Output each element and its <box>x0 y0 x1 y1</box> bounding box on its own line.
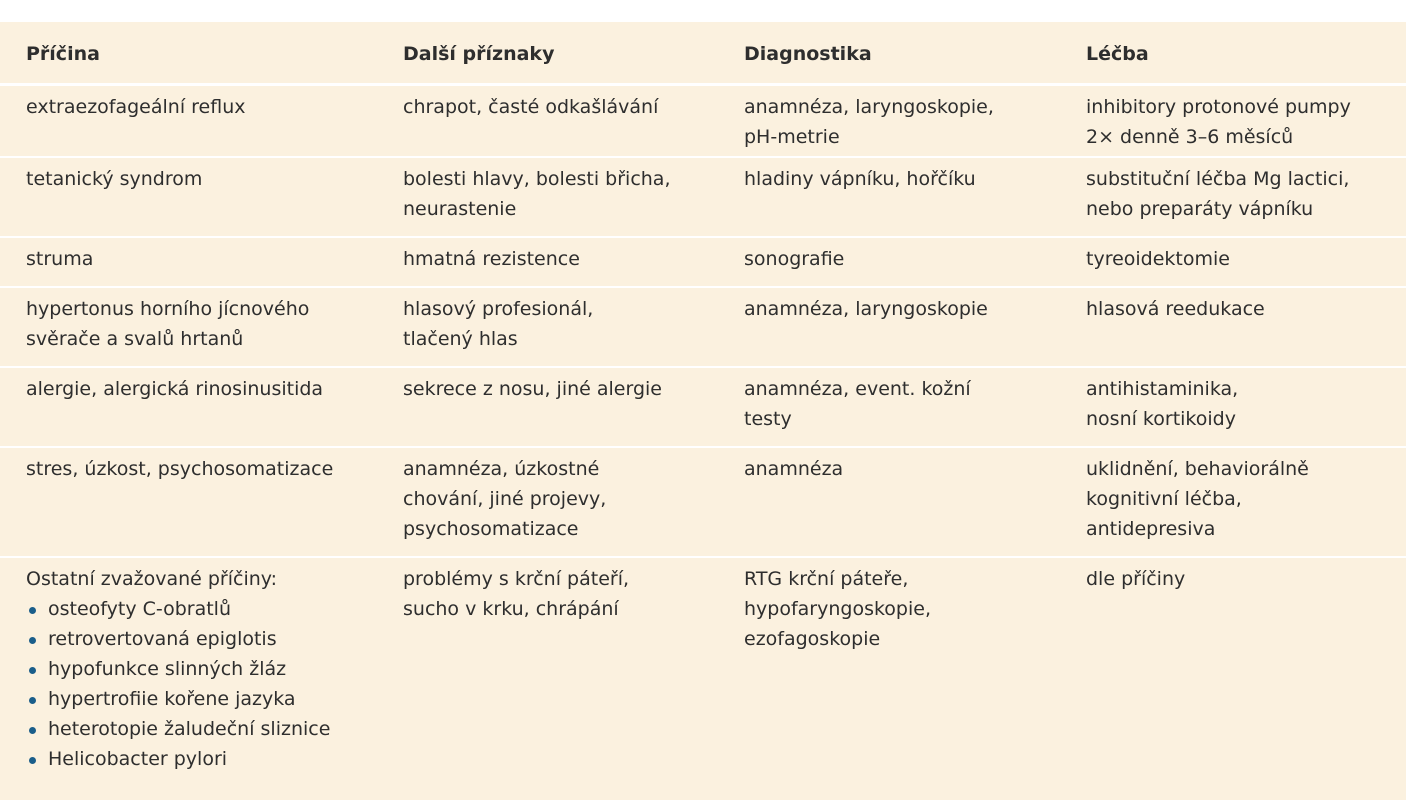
symptoms-cell <box>403 448 733 544</box>
diagnostics-cell <box>744 158 1074 194</box>
treatment-line: inhibitory protonové pumpy <box>1086 96 1351 118</box>
treatment-cell <box>1086 158 1401 224</box>
cause-cell <box>26 288 386 354</box>
caption-strip <box>0 0 1406 22</box>
diagnostics-line: hypofaryngoskopie, <box>744 598 932 620</box>
diagnostics-line: anamnéza, laryngoskopie <box>744 298 988 320</box>
diagnostics-line: RTG krční páteře, <box>744 568 909 590</box>
table-row <box>0 238 1406 288</box>
cause-cell <box>26 158 386 194</box>
treatment-line: hlasová reedukace <box>1086 298 1265 320</box>
symptoms-line: bolesti hlavy, bolesti břicha, <box>403 168 671 190</box>
treatment-cell <box>1086 288 1401 324</box>
diagnostics-cell <box>744 448 1074 484</box>
header-treatment: Léčba <box>1086 43 1149 65</box>
header-symptoms: Další příznaky <box>403 43 555 65</box>
cause-line: extraezofageální reflux <box>26 96 246 118</box>
header-cause: Příčina <box>26 43 100 65</box>
list-item: Helicobacter pylori <box>26 744 386 774</box>
symptoms-cell <box>403 238 733 274</box>
symptoms-line: anamnéza, úzkostné <box>403 458 600 480</box>
symptoms-cell <box>403 558 733 624</box>
symptoms-line: hlasový profesionál, <box>403 298 594 320</box>
treatment-line: nosní kortikoidy <box>1086 408 1236 430</box>
symptoms-line: chování, jiné projevy, <box>403 488 607 510</box>
treatment-line: kognitivní léčba, <box>1086 488 1242 510</box>
cause-cell <box>26 368 386 404</box>
symptoms-line: problémy s krční páteří, <box>403 568 630 590</box>
treatment-line: antihistaminika, <box>1086 378 1239 400</box>
table-row <box>0 158 1406 238</box>
cause-cell <box>26 558 386 774</box>
list-item: heterotopie žaludeční sliznice <box>26 714 386 744</box>
treatment-cell <box>1086 558 1401 594</box>
symptoms-cell <box>403 288 733 354</box>
diagnostics-line: testy <box>744 408 792 430</box>
table-header-row <box>0 22 1406 86</box>
table-row-other-causes <box>0 558 1406 800</box>
symptoms-line: sekrece z nosu, jiné alergie <box>403 378 662 400</box>
diagnostics-line: anamnéza, laryngoskopie, <box>744 96 994 118</box>
diagnostics-line: anamnéza <box>744 458 844 480</box>
diagnostics-cell <box>744 238 1074 274</box>
symptoms-line: hmatná rezistence <box>403 248 580 270</box>
table-row <box>0 448 1406 558</box>
diagnostics-cell <box>744 558 1074 654</box>
cause-line: tetanický syndrom <box>26 168 203 190</box>
treatment-cell <box>1086 86 1401 152</box>
symptoms-line: psychosomatizace <box>403 518 579 540</box>
table-row <box>0 288 1406 368</box>
diagnostics-line: sonografie <box>744 248 845 270</box>
list-item: osteofyty C-obratlů <box>26 594 386 624</box>
symptoms-line: chrapot, časté odkašlávání <box>403 96 659 118</box>
diagnostics-cell <box>744 86 1074 152</box>
cause-line: stres, úzkost, psychosomatizace <box>26 458 334 480</box>
symptoms-line: tlačený hlas <box>403 328 518 350</box>
symptoms-line: neurastenie <box>403 198 517 220</box>
cause-cell <box>26 86 386 122</box>
treatment-line: dle příčiny <box>1086 568 1186 590</box>
diagnostics-line: pH-metrie <box>744 126 840 148</box>
symptoms-line: sucho v krku, chrápání <box>403 598 619 620</box>
cause-line: svěrače a svalů hrtanů <box>26 328 244 350</box>
symptoms-cell <box>403 158 733 224</box>
cause-line: alergie, alergická rinosinusitida <box>26 378 324 400</box>
cause-line: hypertonus horního jícnového <box>26 298 310 320</box>
diagnostics-cell <box>744 368 1074 434</box>
treatment-line: tyreoidektomie <box>1086 248 1230 270</box>
list-item: hypofunkce slinných žláz <box>26 654 386 684</box>
cause-line: struma <box>26 248 94 270</box>
cause-cell <box>26 238 386 274</box>
list-item: hypertrofiie kořene jazyka <box>26 684 386 714</box>
list-item: retrovertovaná epiglotis <box>26 624 386 654</box>
treatment-cell <box>1086 368 1401 434</box>
symptoms-cell <box>403 86 733 122</box>
causes-table <box>0 22 1406 800</box>
table-row <box>0 368 1406 448</box>
treatment-line: antidepresiva <box>1086 518 1216 540</box>
treatment-line: nebo preparáty vápníku <box>1086 198 1314 220</box>
table-row <box>0 86 1406 158</box>
header-diagnostics: Diagnostika <box>744 43 872 65</box>
diagnostics-line: hladiny vápníku, hořčíku <box>744 168 976 190</box>
treatment-line: 2× denně 3–6 měsíců <box>1086 126 1294 148</box>
other-causes-intro: Ostatní zvažované příčiny: <box>26 568 278 590</box>
treatment-line: uklidnění, behaviorálně <box>1086 458 1309 480</box>
diagnostics-cell <box>744 288 1074 324</box>
diagnostics-line: anamnéza, event. kožní <box>744 378 971 400</box>
diagnostics-line: ezofagoskopie <box>744 628 881 650</box>
cause-cell <box>26 448 386 484</box>
symptoms-cell <box>403 368 733 404</box>
treatment-cell <box>1086 448 1401 544</box>
treatment-cell <box>1086 238 1401 274</box>
treatment-line: substituční léčba Mg lactici, <box>1086 168 1350 190</box>
other-causes-list <box>26 594 386 774</box>
